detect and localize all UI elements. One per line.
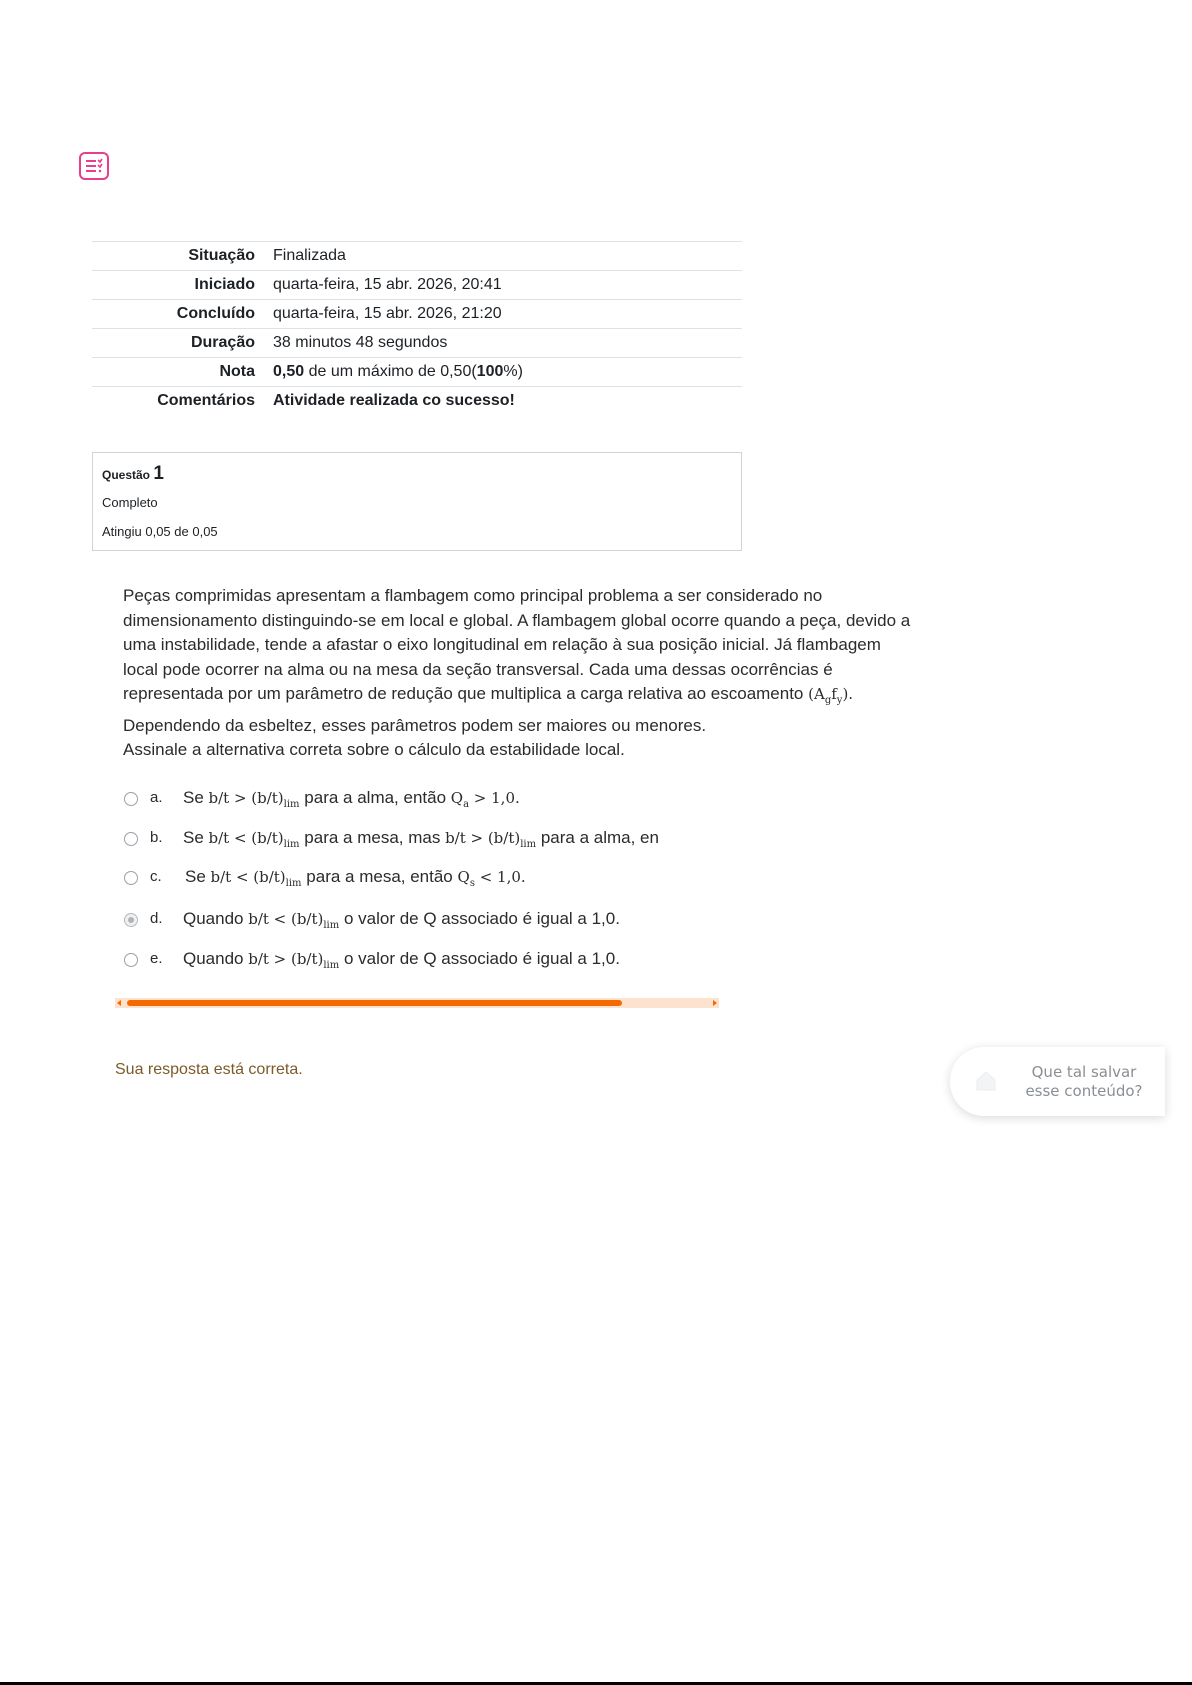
answer-feedback: Sua resposta está correta. bbox=[115, 1061, 303, 1078]
math-btlim bbox=[290, 910, 340, 931]
option-text bbox=[183, 788, 520, 810]
math-q-main: Q bbox=[450, 789, 464, 807]
question-line: dimensionamento distinguindo-se em local e global. A flambagem global ocorre quando a peça, devido a bbox=[123, 610, 911, 630]
grade-score: 0,50 bbox=[273, 363, 305, 380]
summary-label: Situação bbox=[188, 247, 255, 264]
math-btlim-main: (b/t) bbox=[251, 829, 284, 847]
option-letter: a. bbox=[150, 789, 163, 806]
math-q-sub: a bbox=[463, 799, 470, 810]
math-bt: b/t bbox=[210, 868, 232, 886]
math-bt: b/t bbox=[248, 910, 269, 928]
summary-comments-value: Atividade realizada co sucesso! bbox=[273, 392, 515, 410]
math-rel: < 1,0. bbox=[479, 868, 526, 886]
summary-label: Nota bbox=[219, 363, 255, 380]
math-btlim-main: (b/t) bbox=[290, 910, 324, 928]
question-line: Dependendo da esbeltez, esses parâmetros podem ser maiores ou menores. bbox=[123, 715, 707, 735]
question-info-box bbox=[92, 452, 742, 551]
option-letter: c. bbox=[150, 868, 162, 885]
option-end: para a alma, en bbox=[540, 828, 659, 847]
summary-row-completed bbox=[92, 300, 742, 329]
math-lim: lim bbox=[283, 839, 300, 850]
math-btlim bbox=[251, 829, 300, 850]
math-btlim bbox=[290, 950, 340, 971]
summary-row-comments bbox=[92, 387, 742, 416]
math-btlim-main: (b/t) bbox=[253, 868, 286, 886]
math-lim: lim bbox=[520, 839, 537, 850]
save-popup-line: esse conteúdo? bbox=[1025, 1082, 1143, 1100]
question-line bbox=[123, 682, 973, 714]
question-line: Peças comprimidas apresentam a flambagem como principal problema a ser considerado no bbox=[123, 586, 823, 605]
question-line: Assinale a alternativa correta sobre o cálculo da estabilidade local. bbox=[123, 740, 625, 759]
math-bt: b/t bbox=[208, 789, 230, 807]
summary-label: Comentários bbox=[157, 392, 255, 410]
math-q-main: Q bbox=[457, 868, 470, 886]
summary-value: quarta-feira, 15 abr. 2026, 21:20 bbox=[273, 305, 502, 322]
answer-options bbox=[123, 787, 719, 983]
option-letter: d. bbox=[150, 910, 163, 927]
question-line-text: representada por um parâmetro de redução que multiplica a carga relativa ao escoamento bbox=[123, 684, 804, 703]
option-pre: Se bbox=[183, 828, 204, 847]
math-rel: > 1,0. bbox=[473, 789, 520, 807]
scroll-right-arrow-icon[interactable] bbox=[713, 1000, 717, 1006]
math-op: > bbox=[470, 829, 484, 847]
option-pre: Se bbox=[185, 867, 206, 886]
option-end: o valor de Q associado é igual a 1,0. bbox=[343, 909, 620, 928]
option-text bbox=[183, 828, 659, 850]
math-lim: lim bbox=[285, 878, 302, 889]
grade-mid: de um máximo de 0,50( bbox=[304, 363, 477, 380]
formula-sub: y bbox=[836, 695, 843, 706]
radio-d[interactable] bbox=[124, 913, 138, 927]
math-btlim-main: (b/t) bbox=[487, 829, 521, 847]
summary-row-duration bbox=[92, 329, 742, 358]
radio-b[interactable] bbox=[124, 832, 138, 846]
formula-close: ). bbox=[842, 685, 854, 703]
math-op: < bbox=[273, 910, 287, 928]
formula-f: f bbox=[831, 685, 837, 703]
option-pre: Se bbox=[183, 788, 204, 807]
math-btlim bbox=[487, 829, 537, 850]
summary-label: Iniciado bbox=[194, 276, 255, 293]
formula bbox=[808, 685, 854, 706]
question-text bbox=[123, 584, 973, 763]
summary-row-started bbox=[92, 271, 742, 300]
question-grade: Atingiu 0,05 de 0,05 bbox=[102, 524, 218, 539]
option-letter: e. bbox=[150, 950, 163, 967]
summary-grade-value bbox=[265, 358, 742, 387]
summary-row-situation bbox=[92, 242, 742, 271]
option-text bbox=[183, 949, 620, 971]
math-btlim-main: (b/t) bbox=[290, 950, 324, 968]
option-pre: Quando bbox=[183, 909, 244, 928]
math-bt: b/t bbox=[445, 829, 466, 847]
save-popup-line: Que tal salvar bbox=[1031, 1063, 1137, 1081]
math-lim: lim bbox=[323, 960, 340, 971]
math-lim: lim bbox=[323, 920, 340, 931]
summary-label: Concluído bbox=[176, 305, 255, 322]
option-text bbox=[185, 867, 526, 889]
math-op: < bbox=[233, 829, 247, 847]
summary-label: Duração bbox=[190, 334, 255, 351]
option-mid: para a alma, então bbox=[304, 788, 447, 807]
math-bt: b/t bbox=[248, 950, 269, 968]
quiz-navigation-icon[interactable] bbox=[79, 152, 109, 180]
formula-main: (A bbox=[808, 685, 825, 703]
summary-value: quarta-feira, 15 abr. 2026, 20:41 bbox=[273, 276, 502, 293]
save-content-popup[interactable] bbox=[950, 1047, 1165, 1116]
summary-row-grade bbox=[92, 358, 742, 387]
math-op: < bbox=[235, 868, 249, 886]
horizontal-scrollbar[interactable] bbox=[115, 998, 719, 1008]
question-number bbox=[102, 463, 164, 485]
option-pre: Quando bbox=[183, 949, 244, 968]
math-q bbox=[457, 868, 475, 889]
math-btlim bbox=[251, 789, 300, 810]
math-q bbox=[450, 789, 470, 810]
option-end: o valor de Q associado é igual a 1,0. bbox=[343, 949, 620, 968]
scroll-left-arrow-icon[interactable] bbox=[117, 1000, 121, 1006]
math-btlim bbox=[253, 868, 302, 889]
grade-end: %) bbox=[503, 363, 523, 380]
radio-c[interactable] bbox=[124, 871, 138, 885]
summary-value: 38 minutos 48 segundos bbox=[273, 334, 448, 351]
question-line: local pode ocorrer na alma ou na mesa da seção transversal. Cada uma dessas ocorrências é bbox=[123, 659, 833, 679]
radio-e[interactable] bbox=[124, 953, 138, 967]
math-op: > bbox=[273, 950, 287, 968]
summary-value: Finalizada bbox=[273, 247, 346, 264]
scrollbar-thumb[interactable] bbox=[127, 1000, 622, 1006]
home-save-icon bbox=[974, 1069, 998, 1093]
math-op: > bbox=[233, 789, 247, 807]
question-state: Completo bbox=[102, 495, 158, 510]
option-text bbox=[183, 909, 620, 931]
option-mid: para a mesa, então bbox=[306, 867, 453, 886]
math-bt: b/t bbox=[208, 829, 230, 847]
math-btlim-main: (b/t) bbox=[251, 789, 284, 807]
attempt-summary-table bbox=[92, 241, 742, 416]
math-lim: lim bbox=[283, 799, 300, 810]
question-line: uma instabilidade, tende a afastar o eixo longitudinal em relação à sua posição inicial. Já flambagem bbox=[123, 635, 881, 654]
save-popup-text bbox=[1010, 1063, 1158, 1101]
grade-percent: 100 bbox=[476, 363, 504, 380]
radio-a[interactable] bbox=[124, 792, 138, 806]
option-letter: b. bbox=[150, 829, 163, 846]
formula-sub: g bbox=[824, 695, 832, 706]
math-q-sub: s bbox=[469, 878, 475, 889]
question-label: Questão bbox=[102, 468, 151, 482]
option-mid: para a mesa, mas bbox=[304, 828, 441, 847]
question-number-value: 1 bbox=[153, 463, 164, 484]
